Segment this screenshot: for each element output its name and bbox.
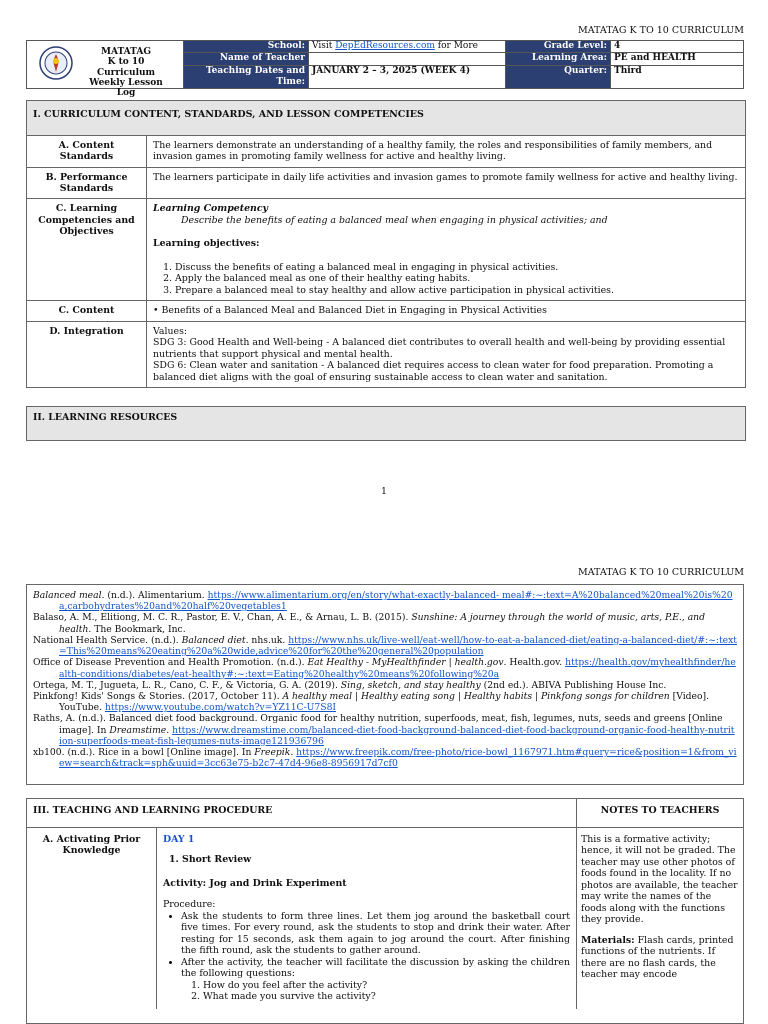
reference-link[interactable]: https://www.dreamstime.com/balanced-diet-food-background-balanced-diet-food-background-organic-food-healthy-nutrition-superfoods-meat-fish-legumes-nuts-image121936796	[59, 724, 735, 747]
quarter-value: Third	[611, 65, 744, 88]
notes-title: NOTES TO TEACHERS	[600, 805, 720, 816]
logo-cell	[27, 41, 184, 99]
reference-item: xb100. (n.d.). Rice in a bowl [Online image]. In Freepik. https://www.freepik.com/free-photo/rice-bowl_1167971.htm#query=rice&position=1&from_view=search&track=sph&uuid=3cc63e75-b2c7-47d4-96e8-8956917d7cf0	[33, 747, 737, 770]
area-value: PE and HEALTH	[611, 53, 744, 65]
procedure-title: III. TEACHING AND LEARNING PROCEDURE	[27, 799, 577, 827]
row-text: The learners demonstrate an understanding of a healthy family, the roles and responsibilities of family members, and invasion games in promoting family wellness for active and healthy living.	[153, 139, 713, 163]
procedure-item: • Ask the students to form three lines. Let them jog around the basketball court five times. For every round, ask the students to stop and drink their water. After resting for 15 seconds, ask them again to jog around the court. After finishing the fifth round, ask the students to gather around.	[181, 911, 570, 957]
notes-content	[577, 828, 743, 1009]
materials-text: Materials: Flash cards, printed functions of the nutrients. If there are no flash cards, the teacher may encode	[581, 934, 734, 981]
question-item: 2. What made you survive the activity?	[203, 991, 570, 1002]
objective-item: 2. Apply the balanced meal as one of their healthy eating habits.	[175, 273, 739, 284]
page-number: 1	[381, 486, 387, 497]
section-title: II. LEARNING RESOURCES	[33, 412, 178, 423]
row-label: D. Integration	[27, 322, 147, 387]
header-table	[26, 40, 744, 99]
section-title: I. CURRICULUM CONTENT, STANDARDS, AND LESSON COMPETENCIES	[27, 101, 745, 136]
curriculum-label: MATATAG K TO 10 CURRICULUM	[577, 567, 744, 578]
grade-label: Grade Level:	[506, 41, 611, 53]
reference-link[interactable]: https://www.alimentarium.org/en/story/what-exactly-balanced- meal#:~:text=A%20balanced%20meal%20is%20a,carbohydrates%20and%20half%20vegetables1	[59, 590, 733, 613]
content-standards-row	[27, 136, 745, 167]
integration-row	[27, 321, 745, 387]
day-label: DAY 1	[163, 834, 195, 845]
reference-link[interactable]: https://health.gov/myhealthfinder/health-conditions/diabetes/eat-healthy#:~:text=Eating%20healthy%20means%20following%20a	[59, 657, 736, 680]
activating-label: A. Activating Prior Knowledge	[27, 828, 157, 1009]
competency-text: Describe the benefits of eating a balanced meal when engaging in physical activities; and	[181, 214, 608, 226]
procedure-header	[27, 799, 743, 828]
school-value: Visit DepEdResources.com for More	[309, 41, 506, 53]
dates-label: Teaching Dates and Time:	[184, 65, 309, 88]
competency-heading: Learning Competency	[153, 203, 269, 215]
objectives-list	[153, 262, 739, 296]
reference-link[interactable]: https://www.nhs.uk/live-well/eat-well/how-to-eat-a-balanced-diet/eating-a-balanced-diet/#:~:text=This%20means%20eating%20a%20wide,advice%20for%20the%20general%20population	[59, 634, 737, 658]
notes-text: This is a formative activity; hence, it will not be graded. The teacher may use other photos of foods found in the locality. If no photos are available, the teacher may write the names of the foods along with the functions they provide.	[581, 834, 738, 926]
performance-standards-row	[27, 167, 745, 199]
content-row	[27, 300, 745, 320]
logo-title: MATATAG K to 10 Curriculum Weekly Lesson Log	[89, 47, 163, 99]
integration-content: Values: SDG 3: Good Health and Well-being - A balanced diet contributes to overall health and well-being by providing essential nutrients that support physical and mental health. SDG 6: Clean water and sanitation - A balanced diet requires access to clean water for food preparation. Promoting a balanced diet aligns with the goal of ensuring sustainable access to clean water and sanitation.	[147, 322, 745, 387]
competencies-row	[27, 198, 745, 300]
reference-item: Balaso, A. M., Elitiong, M. C. R., Pastor, E. V., Chan, A. E., & Arnau, L. B. (2015). Sunshine: A journey through the world of music, arts, P.E., and health. The Bookmark, Inc.	[33, 612, 705, 635]
question-item: 1. How do you feel after the activity?	[203, 980, 570, 991]
questions-list	[181, 980, 570, 1003]
procedure-list	[163, 911, 570, 1003]
objectives-heading: Learning objectives:	[153, 238, 260, 250]
objective-item: 3. Prepare a balanced meal to stay healthy and allow active participation in physical activities.	[175, 285, 739, 296]
reference-item: Office of Disease Prevention and Health Promotion. (n.d.). Eat Healthy - MyHealthfinder | health.gov. Health.gov. https://health.gov/myhealthfinder/health-conditions/diabetes/eat-healthy#:~:text=Eating%20healthy%20means%20following%20a	[33, 657, 736, 680]
grade-value: 4	[611, 41, 744, 53]
procedure-item: • After the activity, the teacher will facilitate the discussion by asking the children the following questions: 1. How do you feel after the activity? 2. What made you survive the activity?	[181, 957, 570, 1003]
competencies-content	[147, 199, 745, 300]
activity-heading: Activity: Jog and Drink Experiment	[163, 877, 347, 889]
curriculum-label: MATATAG K TO 10 CURRICULUM	[577, 25, 744, 36]
reference-item: National Health Service. (n.d.). Balanced diet. nhs.uk. https://www.nhs.uk/live-well/eat-well/how-to-eat-a-balanced-diet/eating-a-balanced-diet/#:~:text=This%20means%20eating%20a%20wide,advice%20for%20the%20general%20population	[33, 634, 737, 658]
deped-resources-link[interactable]: DepEdResources.com	[335, 41, 435, 51]
reference-item: Raths, A. (n.d.). Balanced diet food background. Organic food for healthy nutrition, superfoods, meat, fish, legumes, nuts, seeds and greens [Online image]. In Dreamstime. https://www.dreamstime.com/balanced-diet-food-background-balanced-diet-food-background-organic-food-healthy-nutrition-superfoods-meat-fish-legumes-nuts-image121936796	[33, 713, 735, 747]
section-body	[27, 136, 745, 388]
activating-content	[157, 828, 577, 1009]
reference-item: Pinkfong! Kids' Songs & Stories. (2017, October 11). A healthy meal | Healthy eating song | Healthy habits | Pinkfong songs for children [Video]. YouTube. https://www.youtube.com/watch?v=YZ11C-U7S8I	[33, 690, 710, 714]
section-curriculum	[26, 100, 746, 388]
row-label: B. Performance Standards	[27, 168, 147, 199]
procedure-body	[27, 828, 743, 1009]
area-label: Learning Area:	[506, 53, 611, 65]
teacher-label: Name of Teacher	[184, 53, 309, 65]
quarter-label: Quarter:	[506, 65, 611, 88]
content-text: • Benefits of a Balanced Meal and Balanced Diet in Engaging in Physical Activities	[153, 305, 547, 317]
row-label: A. Content Standards	[27, 136, 147, 167]
teacher-value	[309, 53, 506, 65]
row-text: The learners participate in daily life activities and invasion games to promote family wellness for active and healthy living.	[153, 171, 738, 183]
dates-value: JANUARY 2 – 3, 2025 (WEEK 4)	[309, 65, 506, 88]
short-review-heading: 1. Short Review	[169, 854, 252, 866]
sdg3-text: SDG 3: Good Health and Well-being - A balanced diet contributes to overall health and well-being by providing essential nutrients that support physical and mental health.	[153, 337, 726, 360]
procedure-label: Procedure:	[163, 899, 216, 911]
teaching-procedure-table	[26, 798, 744, 1024]
school-label: School:	[184, 41, 309, 53]
section-learning-resources	[26, 406, 746, 441]
reference-item: Ortega, M. T., Jugueta, L. R., Cano, C. F., & Victoria, G. A. (2019). Sing, sketch, and stay healthy (2nd ed.). ABIVA Publishing House Inc.	[33, 679, 667, 691]
row-label: C. Learning Competencies and Objectives	[27, 199, 147, 300]
sdg6-text: SDG 6: Clean water and sanitation - A balanced diet requires access to clean water for food preparation. Promoting a balanced diet aligns with the goal of ensuring sustainable access to clean water and sanitation.	[153, 360, 714, 383]
deped-seal-icon	[39, 46, 73, 80]
reference-link[interactable]: https://www.freepik.com/free-photo/rice-bowl_1167971.htm#query=rice&position=1&from_view=search&track=sph&uuid=3cc63e75-b2c7-47d4-96e8-8956917d7cf0	[59, 747, 737, 770]
reference-item: Balanced meal. (n.d.). Alimentarium. https://www.alimentarium.org/en/story/what-exactly-balanced- meal#:~:text=A%20balanced%20meal%20is%20a,carbohydrates%20and%20half%20vegetables1	[33, 590, 733, 613]
reference-link[interactable]: https://www.youtube.com/watch?v=YZ11C-U7S8I	[104, 702, 337, 714]
row-label: C. Content	[27, 301, 147, 320]
objective-item: 1. Discuss the benefits of eating a balanced meal in engaging in physical activities.	[175, 262, 739, 273]
references-box	[26, 584, 744, 785]
